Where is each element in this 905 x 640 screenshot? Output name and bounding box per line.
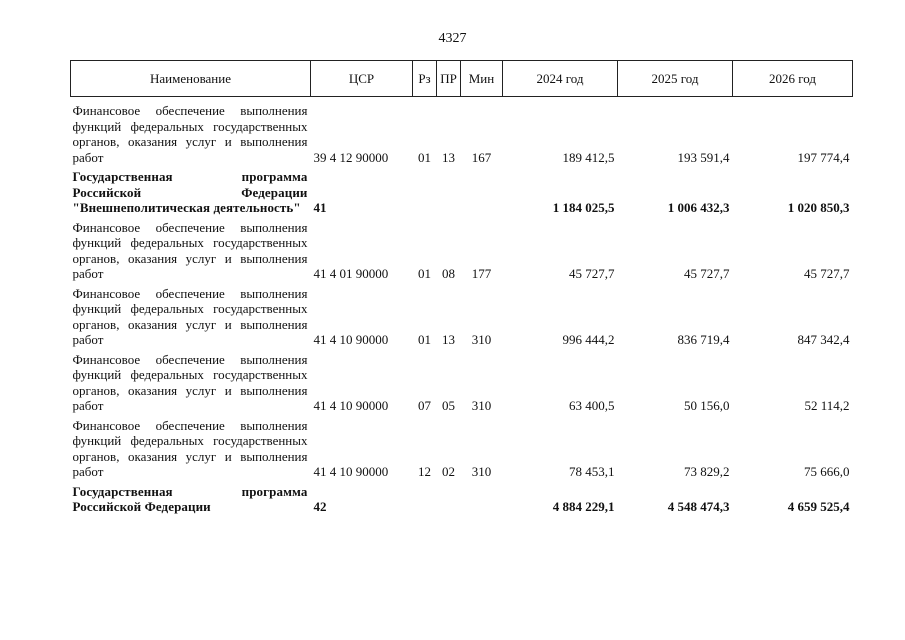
row-2026: 847 342,4: [797, 332, 850, 347]
header-2025: 2025 год: [618, 61, 733, 97]
row-csr: 39 4 12 90000: [313, 149, 389, 165]
table-header-row: [71, 61, 853, 97]
row-2025: 1 006 432,3: [667, 200, 730, 215]
row-csr: 41 4 10 90000: [313, 332, 389, 347]
header-2024: 2024 год: [503, 61, 618, 97]
header-pr: ПР: [437, 61, 461, 97]
row-2024: 1 184 025,5: [552, 200, 615, 215]
row-pr: [437, 165, 461, 216]
row-name: Финансовое обеспечение выполнения функций федеральных государственных органов, оказания услуг и выполнения работ: [72, 351, 308, 413]
row-2025: 4 548 474,3: [667, 499, 730, 514]
row-min: 310: [471, 464, 492, 479]
row-min: [461, 480, 503, 515]
row-rz: [413, 480, 437, 515]
row-2026: 197 774,4: [797, 149, 850, 165]
row-name: Государственная программа Российской Федерации: [72, 483, 308, 514]
header-min: Мин: [461, 61, 503, 97]
row-name: Финансовое обеспечение выполнения функций федеральных государственных органов, оказания услуг и выполнения работ: [72, 219, 308, 281]
table-row: [71, 414, 853, 480]
header-2026: 2026 год: [733, 61, 853, 97]
row-pr: 05: [442, 398, 455, 413]
budget-table: [70, 60, 853, 515]
row-rz: 07: [418, 398, 431, 413]
row-2024: 45 727,7: [569, 266, 615, 281]
row-2024: 189 412,5: [562, 149, 615, 165]
row-name: Финансовое обеспечение выполнения функций федеральных государственных органов, оказания услуг и выполнения работ: [72, 285, 308, 347]
table-row-program: [71, 165, 853, 216]
row-2025: 836 719,4: [677, 332, 730, 347]
row-name: Финансовое обеспечение выполнения функций федеральных государственных органов, оказания услуг и выполнения работ: [72, 417, 308, 479]
row-2026: 4 659 525,4: [787, 499, 850, 514]
row-csr: 41: [313, 200, 327, 215]
row-pr: 08: [442, 266, 455, 281]
row-2024: 63 400,5: [569, 398, 615, 413]
table-row: [71, 216, 853, 282]
row-csr: 41 4 10 90000: [313, 398, 389, 413]
row-name: Финансовое обеспечение выполнения функций федеральных государственных органов, оказания услуг и выполнения работ: [72, 103, 308, 165]
row-csr: 42: [313, 499, 327, 514]
row-min: 167: [471, 149, 492, 165]
row-2026: 1 020 850,3: [787, 200, 850, 215]
table-row: [71, 348, 853, 414]
header-rz: Рз: [413, 61, 437, 97]
row-pr: [437, 480, 461, 515]
row-min: 177: [471, 266, 492, 281]
row-rz: 01: [418, 266, 431, 281]
row-2025: 50 156,0: [684, 398, 730, 413]
row-2024: 4 884 229,1: [552, 499, 615, 514]
header-name: Наименование: [71, 61, 311, 97]
row-pr: 13: [442, 149, 455, 165]
row-rz: [413, 165, 437, 216]
row-csr: 41 4 10 90000: [313, 464, 389, 479]
row-2024: 78 453,1: [569, 464, 615, 479]
row-csr: 41 4 01 90000: [313, 266, 389, 281]
row-2026: 52 114,2: [804, 398, 850, 413]
row-min: 310: [471, 332, 492, 347]
row-rz: 01: [418, 332, 431, 347]
row-pr: 13: [442, 332, 455, 347]
table-row: [71, 97, 853, 166]
row-2025: 193 591,4: [677, 149, 730, 165]
row-name: Государственная программа Российской Федерации "Внешнеполитическая деятельность": [72, 169, 308, 215]
row-2025: 73 829,2: [684, 464, 730, 479]
table-row-program: [71, 480, 853, 515]
header-csr: ЦСР: [311, 61, 413, 97]
row-rz: 01: [418, 149, 431, 165]
row-2025: 45 727,7: [684, 266, 730, 281]
row-2026: 75 666,0: [804, 464, 850, 479]
row-pr: 02: [442, 464, 455, 479]
row-min: 310: [471, 398, 492, 413]
page-number: 4327: [438, 31, 467, 46]
row-2024: 996 444,2: [562, 332, 615, 347]
row-2026: 45 727,7: [804, 266, 850, 281]
row-min: [461, 165, 503, 216]
row-rz: 12: [418, 464, 431, 479]
table-row: [71, 282, 853, 348]
